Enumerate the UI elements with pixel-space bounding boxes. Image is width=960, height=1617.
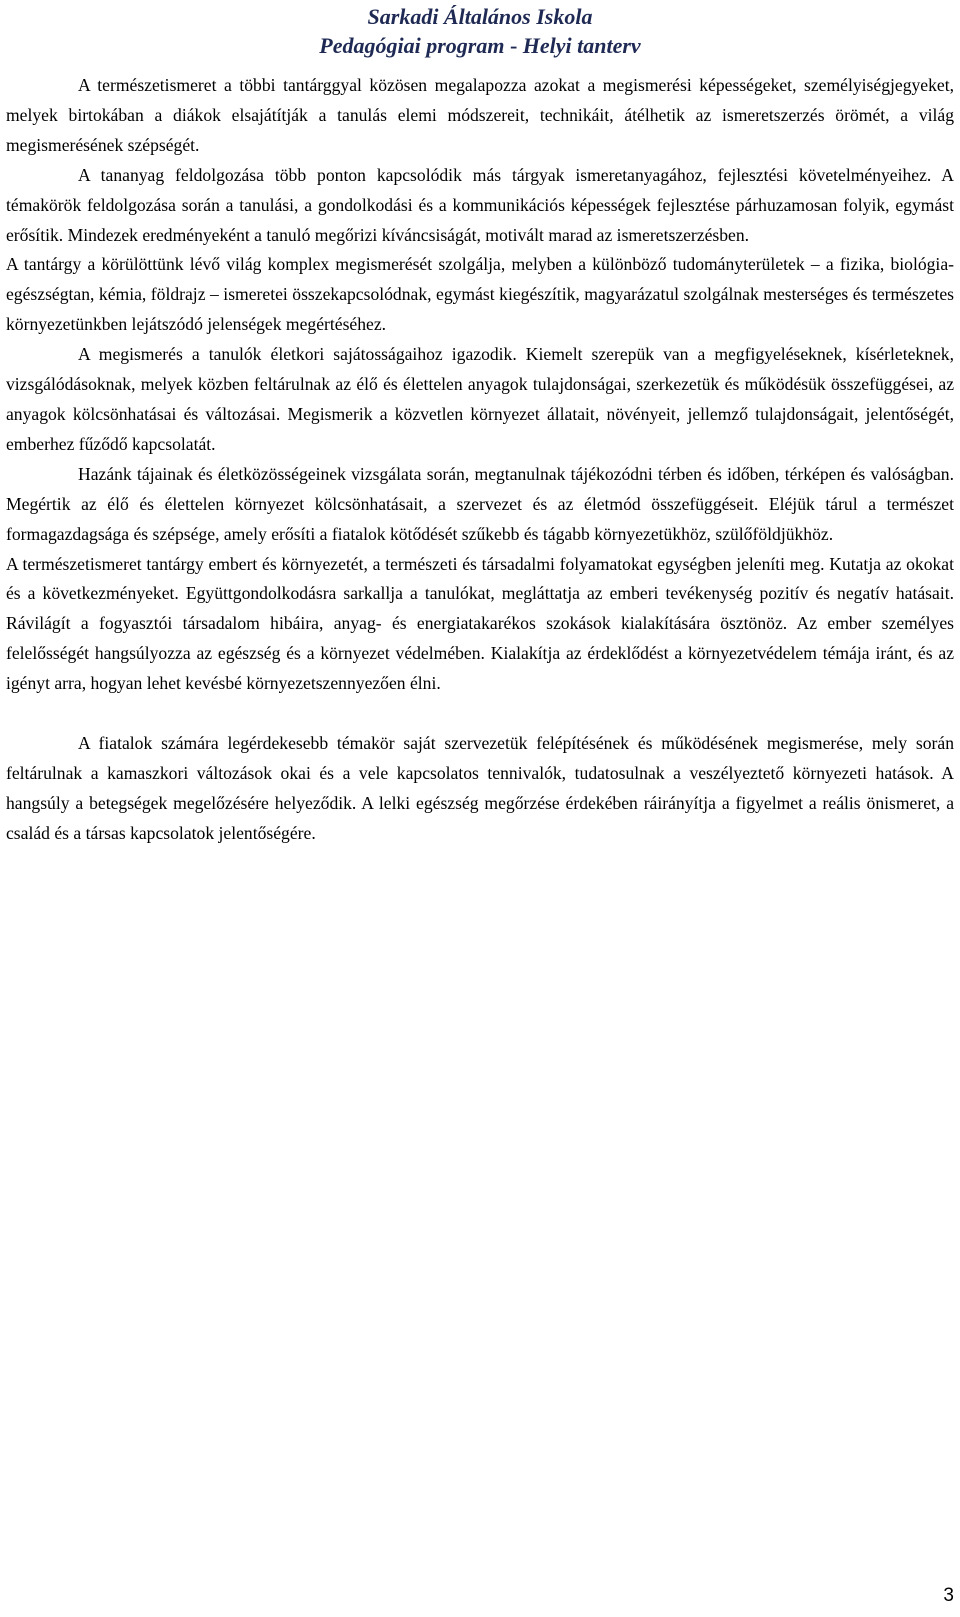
sentence: Kutatja az okokat és a következményeket. <box>6 553 955 604</box>
sentence: Hazánk tájainak és életközösségeinek vizsgálata során, megtanulnak tájékozódni térben és időben, térképen és valóságban. <box>78 463 954 484</box>
sentence: Megértik az élő és élettelen környezet kölcsönhatásait, a szervezet és az életmód összefüggéseit. <box>6 493 759 514</box>
paragraph <box>6 460 954 550</box>
sentence: A hangsúly a betegségek megelőzésére helyeződik. <box>6 762 954 813</box>
sentence: A természetismeret a többi tantárggyal közösen megalapozza azokat a megismerési képességeket, személyiségjegyeket, melyek birtokában a diákok elsajátítják a tanulás elemi módszereit, technikáit, átélhetik az ismeretszerzés örömét, a világ megismerésének szépségét. <box>6 75 954 155</box>
sentence: Kialakítja az érdeklődést a környezetvédelem témája iránt, és az igényt arra, hogyan lehet kevésbé környezetszennyezően élni. <box>6 643 955 694</box>
sentence: Eléjük tárul a természet formagazdagsága és szépsége, amely erősíti a fiatalok kötődését szűkebb és tágabb környezetükhöz, szülőföldjükhöz. <box>6 493 954 544</box>
sentence: A megismerés a tanulók életkori sajátosságaihoz igazodik. <box>78 344 517 365</box>
paragraph <box>6 71 954 161</box>
paragraph <box>6 550 954 700</box>
page-header <box>0 2 960 60</box>
document-body <box>6 71 954 849</box>
paragraph <box>6 729 954 849</box>
school-name: Sarkadi Általános Iskola <box>367 4 593 29</box>
sentence: A fiatalok számára legérdekesebb témakör saját szervezetük felépítésének és működésének megismerése, mely során feltárulnak a kamaszkori változások okai és a vele kapcsolatos tennivalók, tudatosulnak a veszélyeztető környezeti hatások. <box>6 732 954 783</box>
blank-line <box>6 699 954 729</box>
sentence: Rávilágít a fogyasztói társadalom hibáira, anyag- és energiatakarékos szokások kialakítására ösztönöz. <box>6 613 788 634</box>
paragraph <box>6 340 954 460</box>
curriculum-title: Helyi tanterv <box>522 33 641 58</box>
paragraph <box>6 161 954 251</box>
page-number: 3 <box>943 1585 954 1606</box>
program-title: Pedagógiai program <box>319 33 505 58</box>
sentence: Együttgondolkodásra sarkallja a tanulókat, megláttatja az emberi tevékenység pozitív és negatív hatásait. <box>185 583 954 604</box>
title-separator: - <box>504 33 523 58</box>
sentence: Kiemelt szerepük van a megfigyeléseknek, kísérleteknek, vizsgálódásoknak, melyek közben feltárulnak az élő és élettelen anyagok tulajdonságai, szerkezetük és működésük összefüggései, az anyagok kölcsönhatásai és változásai. <box>6 344 954 424</box>
sentence: A lelki egészség megőrzése érdekében ráirányítja a figyelmet a reális önismeret, a család és a társas kapcsolatok jelentőségére. <box>6 792 954 843</box>
sentence: A természetismeret tantárgy embert és környezetét, a természeti és társadalmi folyamatokat egységben jeleníti meg. <box>6 553 825 574</box>
sentence: Mindezek eredményeként a tanuló megőrizi kíváncsiságát, motivált marad az ismeretszerzésben. <box>67 224 750 245</box>
document-title <box>0 31 960 60</box>
sentence: A tantárgy a körülöttünk lévő világ komplex megismerését szolgálja, melyben a különböző tudományterületek – a fizika, biológia-egészségtan, kémia, földrajz – ismeretei összekapcsolódnak, egymást kiegészítik, magyarázatul szolgálnak mesterséges és természetes környezetünkben lejátszódó jelenségek megértéséhez. <box>6 254 954 335</box>
sentence: Az ember személyes felelősségét hangsúlyozza az egészség és a környezet védelmében. <box>6 613 954 664</box>
sentence: Megismerik a közvetlen környezet állatait, növényeit, jellemző tulajdonságait, jelentőségét, emberhez fűződő kapcsolatát. <box>6 403 954 454</box>
sentence: A témakörök feldolgozása során a tanulási, a gondolkodási és a kommunikációs képességek fejlesztése párhuzamosan folyik, egymást erősítik. <box>6 164 954 245</box>
paragraph <box>6 250 954 340</box>
sentence: A tananyag feldolgozása több ponton kapcsolódik más tárgyak ismeretanyagához, fejlesztési követelményeihez. <box>78 164 932 185</box>
